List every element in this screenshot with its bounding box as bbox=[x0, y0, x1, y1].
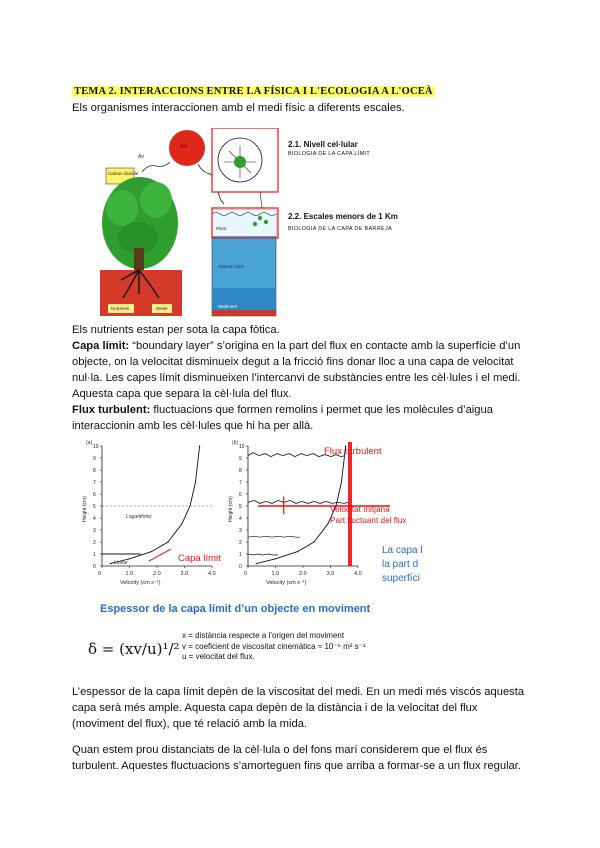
panel-b-label: (b) bbox=[232, 440, 239, 446]
panel-a-label: (a) bbox=[86, 440, 93, 446]
boundary-layer-text: “boundary layer” s’origina en la part del flux en contacte amb la superfície d’un objecte, on la velocitat disminueix degut a la fricció fins donar lloc a una capa de velocitat nul·la. Les capes límit disminueixen l’intercanvi de substàncies entre les cèl·lules i el medi. Aquesta capa que separa la cèl·lula del flux. bbox=[72, 340, 521, 400]
y-tick-label: 1 bbox=[239, 552, 242, 558]
scale-level-label: 2.2. Escales menors de 1 Km bbox=[288, 212, 398, 221]
y-tick-label: 7 bbox=[239, 480, 242, 486]
y-tick-label: 5 bbox=[239, 504, 242, 510]
x-tick-label: 3.0 bbox=[180, 571, 189, 577]
panel-b bbox=[228, 442, 390, 586]
cell-level-sub: BIOLOGIA DE LA CAPA LÍMIT bbox=[288, 151, 370, 157]
nutrients-text: Els nutrients estan per sota la capa fòtica. bbox=[72, 324, 280, 336]
y-tick-label: 10 bbox=[239, 444, 245, 450]
tree-trunk bbox=[134, 248, 144, 270]
x-definition: x = distància respecte a l’origen del moviment bbox=[182, 631, 345, 640]
turbulent-paragraph bbox=[72, 402, 530, 434]
side-note-line-2: la part d bbox=[382, 559, 419, 570]
y-axis-title: Height (cm) bbox=[82, 496, 88, 522]
data-point bbox=[129, 558, 130, 559]
air-label: Air bbox=[138, 154, 145, 160]
water-label: Water bbox=[156, 306, 168, 311]
y-tick-label: 0 bbox=[239, 564, 242, 570]
data-point bbox=[181, 523, 182, 524]
x-tick-label: 0 bbox=[98, 571, 102, 577]
y-tick-label: 8 bbox=[93, 468, 96, 474]
turbulent-term: Flux turbulent: bbox=[72, 404, 151, 416]
x-axis-title: Velocity (cm s⁻¹) bbox=[120, 580, 161, 586]
data-point bbox=[297, 551, 298, 552]
y-tick-label: 9 bbox=[93, 456, 96, 462]
y-tick-label: 2 bbox=[93, 540, 96, 546]
u-definition: u = velocitat del flux. bbox=[182, 652, 255, 661]
linear-label: Linear bbox=[114, 560, 128, 566]
y-tick-label: 3 bbox=[239, 528, 242, 534]
fluctuating-part-label: Part fluctuant del flux bbox=[330, 516, 407, 525]
intro-text: Els organismes interaccionen amb el medi físic a diferents escales. bbox=[72, 102, 405, 114]
y-tick-label: 4 bbox=[93, 516, 96, 522]
x-axis-title: Velocity (cm s⁻¹) bbox=[266, 580, 307, 586]
page-heading: TEMA 2. INTERACCIONS ENTRE LA FÍSICA I L'ECOLOGIA A L'OCEÀ bbox=[74, 86, 433, 97]
aphotic-label: Aphotic zone bbox=[218, 264, 245, 269]
y-tick-label: 2 bbox=[239, 540, 242, 546]
turbulent-bottom-trace bbox=[248, 554, 278, 555]
thickness-title: Espessor de la capa límit d’un objecte en moviment bbox=[100, 603, 371, 615]
y-tick-label: 8 bbox=[239, 468, 242, 474]
y-tick-label: 3 bbox=[93, 528, 96, 534]
data-point bbox=[256, 563, 257, 564]
y-axis-title: Height (cm) bbox=[228, 496, 234, 522]
cell-level-label: 2.1. Nivell cel·lular bbox=[288, 140, 358, 149]
carbon-label: Carbon dioxide bbox=[108, 171, 139, 176]
boundary-layer-term: Capa límit: bbox=[72, 340, 130, 352]
side-note bbox=[382, 544, 434, 586]
data-point bbox=[151, 551, 152, 552]
turbulent-band bbox=[348, 442, 352, 566]
turbulent-mid-trace bbox=[248, 500, 348, 503]
data-point bbox=[275, 558, 276, 559]
boundary-layer-paragraph bbox=[72, 338, 530, 402]
turbulent-flow-label: Flux turbulent bbox=[324, 446, 382, 457]
x-tick-label: 2.0 bbox=[153, 571, 161, 577]
y-tick-label: 0 bbox=[93, 564, 96, 570]
series-line bbox=[110, 446, 199, 564]
data-point bbox=[199, 445, 200, 446]
data-point bbox=[167, 541, 168, 542]
scale-level-sub: BIOLOGIA DE LA CAPA DE BARREJA bbox=[288, 226, 392, 232]
x-tick-label: 1.0 bbox=[125, 571, 134, 577]
x-tick-label: 0 bbox=[244, 571, 248, 577]
side-note-line-1: La capa l bbox=[382, 545, 423, 556]
data-point bbox=[341, 481, 342, 482]
mean-velocity-label: Velocitat mitjana bbox=[330, 505, 390, 514]
turbulent-low-trace bbox=[248, 536, 300, 537]
x-tick-label: 4.0 bbox=[208, 571, 216, 577]
thickness-formula: δ = (xv/u)¹/² bbox=[88, 640, 180, 658]
y-tick-label: 9 bbox=[239, 456, 242, 462]
turbulent-flow-paragraph: Quan estem prou distanciats de la cèl·lula o del fons marí considerem que el flux és turbulent. Aquestes fluctuacions s’amorteguen fins que arriba a formar-se a un flux regular. bbox=[72, 744, 521, 772]
y-tick-label: 4 bbox=[239, 516, 242, 522]
y-tick-label: 7 bbox=[93, 480, 96, 486]
y-tick-label: 6 bbox=[93, 492, 96, 498]
sun-label: Sol bbox=[180, 144, 188, 150]
data-point bbox=[195, 481, 196, 482]
x-tick-label: 4.0 bbox=[354, 571, 362, 577]
x-tick-label: 1.0 bbox=[271, 571, 280, 577]
sediment-label: Sediment bbox=[218, 304, 238, 309]
data-point bbox=[313, 541, 314, 542]
phyto-label: Plant bbox=[216, 226, 227, 231]
formula-definitions bbox=[182, 631, 366, 663]
y-tick-label: 1 bbox=[93, 552, 96, 558]
data-point bbox=[110, 563, 111, 564]
v-definition: v = coeficient de viscositat cinemàtica ≈ 10⁻⁶ m² s⁻¹ bbox=[182, 641, 366, 651]
data-point bbox=[327, 523, 328, 524]
side-note-line-3: superfíci bbox=[382, 573, 420, 584]
y-tick-label: 10 bbox=[93, 444, 99, 450]
x-tick-label: 2.0 bbox=[299, 571, 307, 577]
y-tick-label: 6 bbox=[239, 492, 242, 498]
turbulent-text: fluctuacions que formen remolins i permet que les molècules d’aigua interaccionin amb les cèl·lules que hi ha per allà. bbox=[72, 404, 493, 432]
logarithmic-label: Logarithmic bbox=[126, 514, 152, 520]
nutrients-label: Nutrients bbox=[111, 306, 130, 311]
thickness-paragraph: L’espessor de la capa límit depèn de la viscositat del medi. En un medi més viscós aquesta capa serà més ample. Aquesta capa depèn de la distància i de la velocitat del flux (moviment del flux), que té relació amb la mida. bbox=[72, 686, 525, 730]
y-tick-label: 5 bbox=[93, 504, 96, 510]
capa-limit-label: Capa límit bbox=[178, 553, 221, 564]
x-tick-label: 3.0 bbox=[326, 571, 335, 577]
